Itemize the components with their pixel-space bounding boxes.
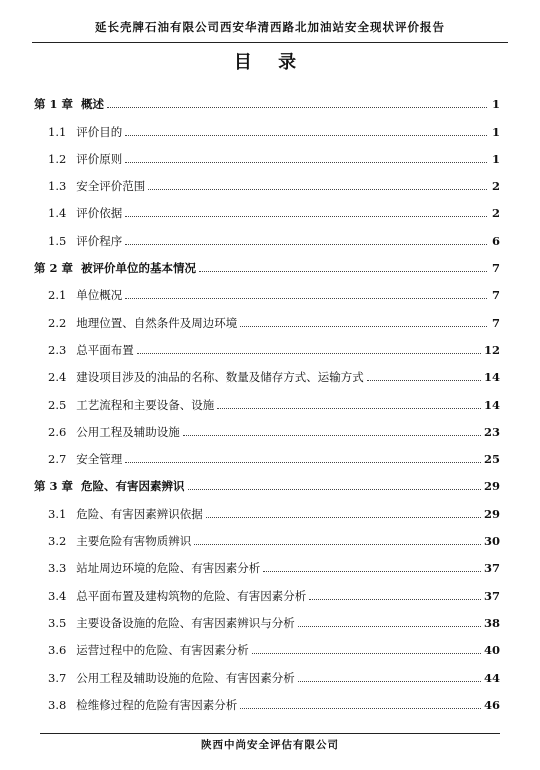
toc-section-entry[interactable] — [34, 357, 500, 384]
dot-leader — [183, 435, 481, 436]
toc-entry-number: 第 1 章 — [34, 97, 74, 112]
dot-leader — [309, 599, 481, 600]
toc-entry-number: 1.4 — [48, 206, 67, 221]
toc-section-entry[interactable] — [34, 111, 500, 138]
dot-leader — [125, 462, 481, 463]
dot-leader — [298, 626, 481, 627]
dot-leader — [137, 353, 481, 354]
toc-entry-page: 29 — [483, 506, 500, 521]
toc-entry-label: 评价目的 — [76, 124, 123, 139]
toc-entry-number: 2.4 — [48, 370, 67, 385]
toc-entry-label: 被评价单位的基本情况 — [81, 261, 197, 276]
toc-section-entry[interactable] — [34, 193, 500, 220]
toc-entry-label: 总平面布置及建构筑物的危险、有害因素分析 — [76, 588, 307, 603]
dot-leader — [263, 571, 481, 572]
toc-section-entry[interactable] — [34, 603, 500, 630]
dot-leader — [240, 326, 487, 327]
dot-leader — [298, 681, 481, 682]
toc-entry-label: 评价原则 — [76, 151, 123, 166]
toc-entry-number: 1.1 — [48, 124, 67, 139]
toc-entry-label: 工艺流程和主要设备、设施 — [76, 397, 215, 412]
table-of-contents — [34, 84, 500, 712]
toc-entry-label: 总平面布置 — [76, 342, 134, 357]
toc-entry-page: 7 — [491, 315, 500, 330]
dot-leader — [125, 216, 487, 217]
toc-entry-page: 1 — [491, 124, 500, 139]
dot-leader — [206, 517, 481, 518]
page-title: 目 录 — [233, 52, 307, 73]
toc-entry-page: 40 — [483, 643, 500, 658]
toc-entry-label: 评价程序 — [76, 233, 123, 248]
toc-entry-label: 建设项目涉及的油品的名称、数量及储存方式、运输方式 — [76, 370, 364, 385]
dot-leader — [125, 244, 487, 245]
toc-entry-label: 检维修过程的危险有害因素分析 — [76, 697, 238, 712]
toc-section-entry[interactable] — [34, 521, 500, 548]
dot-leader — [107, 107, 487, 108]
toc-chapter-entry[interactable] — [34, 84, 500, 111]
toc-entry-page: 37 — [483, 561, 500, 576]
toc-section-entry[interactable] — [34, 330, 500, 357]
toc-section-entry[interactable] — [34, 439, 500, 466]
toc-entry-label: 主要设备设施的危险、有害因素辨识与分析 — [76, 615, 295, 630]
dot-leader — [199, 271, 487, 272]
toc-entry-page: 25 — [483, 452, 500, 467]
toc-entry-label: 站址周边环境的危险、有害因素分析 — [76, 561, 261, 576]
toc-chapter-entry[interactable] — [34, 248, 500, 275]
toc-entry-label: 公用工程及辅助设施 — [76, 424, 180, 439]
dot-leader — [148, 189, 487, 190]
toc-entry-label: 危险、有害因素辨识依据 — [76, 506, 203, 521]
toc-entry-label: 安全管理 — [76, 452, 123, 467]
toc-entry-number: 3.4 — [48, 588, 67, 603]
toc-entry-page: 12 — [483, 342, 500, 357]
dot-leader — [252, 653, 481, 654]
toc-entry-label: 单位概况 — [76, 288, 123, 303]
toc-section-entry[interactable] — [34, 275, 500, 302]
toc-entry-page: 23 — [483, 424, 500, 439]
toc-section-entry[interactable] — [34, 685, 500, 712]
toc-entry-label: 危险、有害因素辨识 — [81, 479, 185, 494]
toc-entry-page: 37 — [483, 588, 500, 603]
toc-entry-page: 30 — [483, 534, 500, 549]
toc-entry-number: 第 3 章 — [34, 479, 74, 494]
toc-entry-number: 3.1 — [48, 506, 67, 521]
toc-entry-number: 1.2 — [48, 151, 67, 166]
toc-entry-number: 3.7 — [48, 670, 67, 685]
toc-entry-number: 3.8 — [48, 697, 67, 712]
toc-section-entry[interactable] — [34, 166, 500, 193]
toc-entry-page: 1 — [491, 151, 500, 166]
toc-section-entry[interactable] — [34, 630, 500, 657]
dot-leader — [194, 544, 481, 545]
dot-leader — [125, 162, 487, 163]
toc-entry-label: 安全评价范围 — [76, 179, 146, 194]
toc-entry-page: 2 — [491, 179, 500, 194]
toc-entry-page: 6 — [491, 233, 500, 248]
toc-entry-page: 14 — [483, 370, 500, 385]
page-footer: 陕西中尚安全评估有限公司 — [40, 733, 500, 756]
toc-entry-number: 第 2 章 — [34, 261, 74, 276]
toc-entry-page: 46 — [483, 697, 500, 712]
toc-section-entry[interactable] — [34, 139, 500, 166]
dot-leader — [188, 489, 481, 490]
toc-section-entry[interactable] — [34, 412, 500, 439]
dot-leader — [367, 380, 481, 381]
dot-leader — [125, 298, 487, 299]
toc-entry-label: 评价依据 — [76, 206, 123, 221]
toc-entry-number: 2.5 — [48, 397, 67, 412]
toc-entry-page: 7 — [491, 261, 500, 276]
toc-entry-page: 29 — [483, 479, 500, 494]
toc-chapter-entry[interactable] — [34, 466, 500, 493]
toc-entry-page: 2 — [491, 206, 500, 221]
toc-section-entry[interactable] — [34, 220, 500, 247]
toc-entry-number: 3.5 — [48, 615, 67, 630]
toc-entry-label: 地理位置、自然条件及周边环境 — [76, 315, 238, 330]
dot-leader — [240, 708, 481, 709]
toc-section-entry[interactable] — [34, 302, 500, 329]
toc-entry-page: 38 — [483, 615, 500, 630]
toc-section-entry[interactable] — [34, 493, 500, 520]
toc-entry-number: 2.2 — [48, 315, 67, 330]
toc-entry-label: 运营过程中的危险、有害因素分析 — [76, 643, 249, 658]
toc-entry-page: 7 — [491, 288, 500, 303]
toc-section-entry[interactable] — [34, 657, 500, 684]
toc-entry-number: 3.2 — [48, 534, 67, 549]
toc-entry-label: 公用工程及辅助设施的危险、有害因素分析 — [76, 670, 295, 685]
dot-leader — [125, 135, 487, 136]
toc-entry-page: 14 — [483, 397, 500, 412]
toc-entry-number: 3.6 — [48, 643, 67, 658]
toc-section-entry[interactable] — [34, 384, 500, 411]
toc-entry-number: 3.3 — [48, 561, 67, 576]
toc-entry-label: 概述 — [81, 97, 105, 112]
page-header: 延长壳牌石油有限公司西安华清西路北加油站安全现状评价报告 — [32, 12, 508, 43]
toc-entry-page: 1 — [491, 97, 500, 112]
toc-entry-number: 2.1 — [48, 288, 67, 303]
toc-entry-number: 2.3 — [48, 342, 67, 357]
toc-entry-number: 1.5 — [48, 233, 67, 248]
toc-section-entry[interactable] — [34, 575, 500, 602]
dot-leader — [217, 408, 481, 409]
toc-entry-page: 44 — [483, 670, 500, 685]
toc-entry-label: 主要危险有害物质辨识 — [76, 534, 192, 549]
toc-section-entry[interactable] — [34, 548, 500, 575]
toc-entry-number: 2.6 — [48, 424, 67, 439]
toc-entry-number: 2.7 — [48, 452, 67, 467]
toc-entry-number: 1.3 — [48, 179, 67, 194]
